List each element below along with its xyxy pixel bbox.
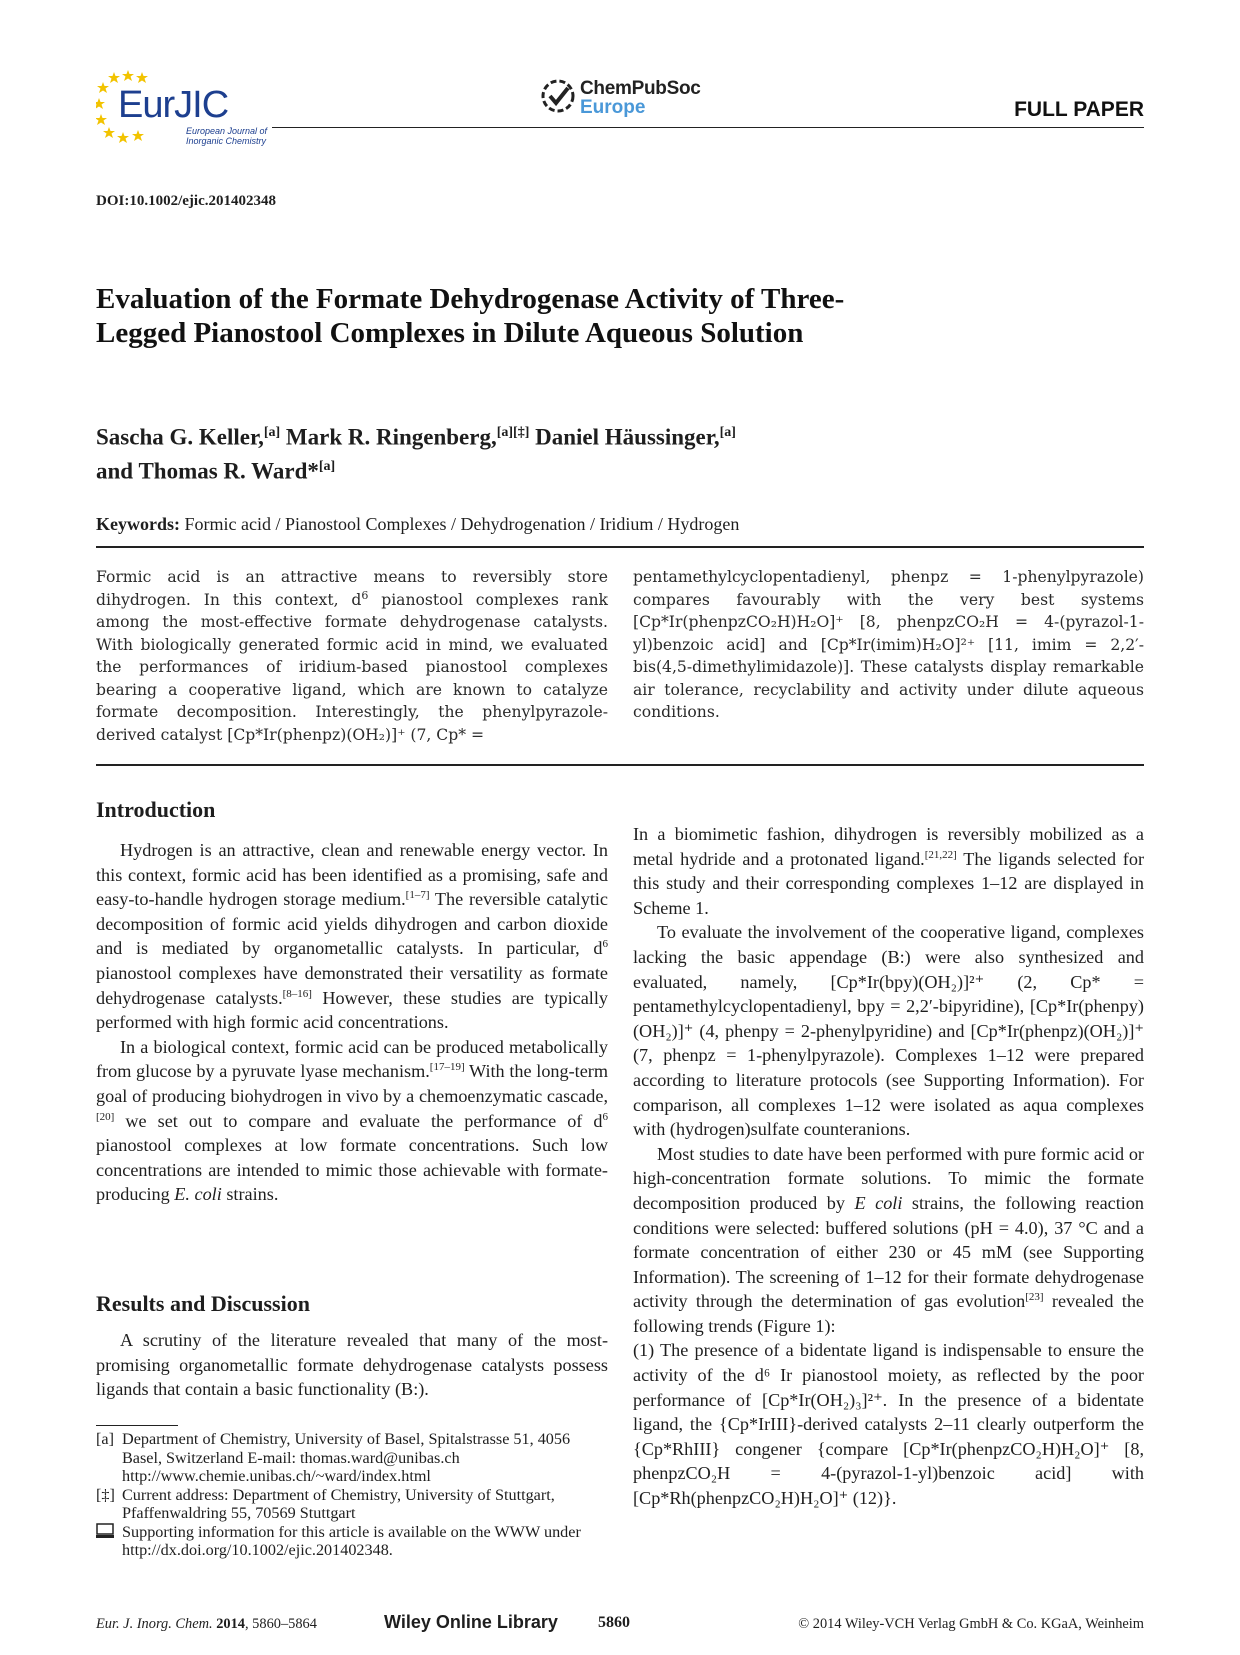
footnote-text: Supporting information for this article is available on the WWW under http://dx.doi.org/10.1002/ejic.201402348. xyxy=(122,1522,581,1559)
footer-year: 2014 xyxy=(216,1616,245,1632)
abstract-top-rule xyxy=(96,546,1144,548)
citation[interactable]: [1–7] xyxy=(405,889,430,902)
abstract-bottom-rule xyxy=(96,764,1144,766)
text: strains. xyxy=(221,1184,279,1205)
text: Hydrogen is an attractive, clean and renewable energy vector. In this context, formic acid has been identified as a promising, safe and easy-to-handle hydrogen storage medium. xyxy=(96,840,608,910)
citation[interactable]: [17–19] xyxy=(429,1061,465,1074)
citation[interactable]: [23] xyxy=(1025,1291,1044,1304)
page-number: 5860 xyxy=(598,1614,630,1631)
text: we set out to compare and evaluate the performance of d xyxy=(114,1110,603,1131)
text: pianostool complexes have demonstrated their versatility as formate dehydrogenase catalysts. xyxy=(96,962,608,1008)
abstract-text: Formic acid is an attractive means to reversibly store dihydrogen. In this context, d xyxy=(96,568,608,609)
affiliation-mark: [a] xyxy=(318,458,336,474)
footnote-rule xyxy=(96,1425,178,1426)
paragraph xyxy=(633,822,1144,920)
abstract-right: pentamethylcyclopentadienyl, phenpz = 1-phenylpyrazole) compares favourably with the very best systems [Cp*Ir(phenpzCO₂H)H₂O]⁺ [8, phenpzCO₂H = 4-(pyrazol-1-yl)benzoic acid] and [Cp*Ir(imim)H₂O]²⁺ [11, imim = 2,2′-bis(4,5-dimethylimidazole)]. These catalysts display remarkable air tolerance, recyclability and activity under dilute aqueous conditions. xyxy=(633,568,1144,721)
footnote xyxy=(96,1486,608,1523)
species-name: E coli xyxy=(854,1192,903,1213)
paragraph xyxy=(633,1142,1144,1339)
affiliation-mark: [a][‡] xyxy=(496,425,530,440)
abstract-superscript: 6 xyxy=(361,588,369,602)
paragraph: (1) The presence of a bidentate ligand is indispensable to ensure the activity of the d⁶ Ir pianostool moiety, as reflected by the poor performance of [Cp*Ir(OH₂)₃]²⁺. In the presence of a bidentate ligand, the {Cp*IrIII}-derived catalysts 2–11 clearly outperform the {Cp*RhIII} congener {compare [Cp*Ir(phenpzCO₂H)H₂O]⁺ [8, phenpzCO₂H = 4-(pyrazol-1-yl)benzoic acid] with [Cp*Rh(phenpzCO₂H)H₂O]⁺ (12)}. xyxy=(633,1340,1144,1509)
journal-logo-subtitle: European Journal of Inorganic Chemistry xyxy=(186,126,268,146)
journal-logo-text: EurJIC xyxy=(118,84,229,126)
publisher-logo-line2: Europe xyxy=(580,97,646,118)
footnote xyxy=(96,1523,608,1560)
introduction-body xyxy=(96,838,608,1207)
computer-icon xyxy=(96,1523,122,1560)
author-list xyxy=(96,418,876,485)
results-body xyxy=(96,1328,608,1402)
text: Most studies to date have been performed with pure formic acid or high-concentration formate solutions. To mimic the formate decomposition produced by xyxy=(633,1143,1144,1213)
text: strains, the following reaction conditions were selected: buffered solutions (pH = 4.0), 37 °C and a formate concentration of either 230 or 45 mM (see Supporting Information). The screening of 1–12 for their formate dehydrogenase activity through the determination of gas evolution xyxy=(633,1192,1145,1312)
results-heading: Results and Discussion xyxy=(96,1291,310,1316)
footnote-text: Current address: Department of Chemistry, University of Stuttgart, Pfaffenwaldring 55, 70569 Stuttgart xyxy=(122,1485,555,1522)
footer-pages: , 5860–5864 xyxy=(244,1616,317,1632)
citation[interactable]: [20] xyxy=(96,1110,115,1123)
paragraph: To evaluate the involvement of the cooperative ligand, complexes lacking the basic appendage (B:) were also synthesized and evaluated, namely, [Cp*Ir(bpy)(OH₂)]²⁺ (2, Cp* = pentamethylcyclopentadienyl, bpy = 2,2′-bipyridine), [Cp*Ir(phenpy)(OH₂)]⁺ (4, phenpy = 2-phenylpyridine) and [Cp*Ir(phenpz)(OH₂)]⁺ (7, phenpz = 1-phenylpyrazole). Complexes 1–12 were prepared according to literature protocols (see Supporting Information). For comparison, all complexes 1–12 were isolated as aqua complexes with (hydrogen)sulfate counteranions. xyxy=(633,922,1144,1140)
author-name: Thomas R. Ward* xyxy=(138,458,319,484)
footer-journal: Eur. J. Inorg. Chem. xyxy=(96,1616,213,1632)
footnote-text: Department of Chemistry, University of Basel, Spitalstrasse 51, 4056 Basel, Switzerland E-mail: thomas.ward@unibas.ch http://www.chemie.unibas.ch/~ward/index.html xyxy=(122,1430,571,1485)
journal-logo xyxy=(96,70,276,150)
text: In a biomimetic fashion, dihydrogen is reversibly mobilized as a metal hydride and a protonated ligand. xyxy=(633,824,1144,869)
abstract-text: pianostool complexes rank among the most-effective formate dehydrogenase catalysts. With biologically generated formic acid in mind, we evaluated the performances of iridium-based pianostool complexes bearing a cooperative ligand, which are known to catalyze formate decomposition. Interestingly, the phenylpyrazole-derived catalyst [Cp*Ir(phenpz)(OH₂)]⁺ (7, Cp* = xyxy=(96,590,608,744)
doi: DOI:10.1002/ejic.201402348 xyxy=(96,193,276,209)
author-conjunction: and xyxy=(96,458,134,484)
right-column-body xyxy=(633,822,1144,1511)
citation[interactable]: [8–16] xyxy=(282,987,312,1000)
text: With the long-term goal of producing biohydrogen in vivo by a chemoenzymatic cascade, xyxy=(96,1061,608,1106)
citation[interactable]: [21,22] xyxy=(924,848,957,861)
chempubsoc-mark-icon xyxy=(538,76,578,116)
text: revealed the following trends (Figure 1): xyxy=(633,1291,1145,1336)
article-title: Evaluation of the Formate Dehydrogenase Activity of Three-Legged Pianostool Complexes in Dilute Aqueous Solution xyxy=(96,283,845,349)
superscript: 6 xyxy=(602,938,608,951)
affiliation-mark: [a] xyxy=(263,425,281,440)
keywords-label: Keywords: xyxy=(96,514,180,534)
superscript: 6 xyxy=(602,1110,608,1123)
paragraph: A scrutiny of the literature revealed that many of the most-promising organometallic formate dehydrogenase catalysts possess ligands that contain a basic functionality (B:). xyxy=(96,1330,608,1400)
footnote xyxy=(96,1430,608,1486)
footer-copyright: © 2014 Wiley-VCH Verlag GmbH & Co. KGaA, Weinheim xyxy=(798,1616,1144,1632)
author-name: Sascha G. Keller, xyxy=(96,424,264,450)
footnote-mark: [a] xyxy=(96,1430,114,1448)
text: However, these studies are typically performed with high formic acid concentrations. xyxy=(96,987,608,1033)
footnote-mark: [‡] xyxy=(96,1485,115,1504)
article-type-label: FULL PAPER xyxy=(1014,98,1144,121)
publisher-logo xyxy=(538,76,718,120)
text: The reversible catalytic decomposition of formic acid yields dihydrogen and carbon dioxide and is mediated by organometallic catalysts. In particular, d xyxy=(96,889,608,959)
abstract-left xyxy=(96,566,608,746)
species-name: E. coli xyxy=(174,1184,222,1205)
text: pianostool complexes at low formate concentrations. Such low concentrations are intended to mimic those achievable with formate-producing xyxy=(96,1135,608,1205)
text: In a biological context, formic acid can be produced metabolically from glucose by a pyruvate lyase mechanism. xyxy=(96,1036,608,1082)
keywords xyxy=(96,514,739,535)
header-divider xyxy=(272,127,1144,128)
paragraph xyxy=(96,1035,608,1207)
footer-citation xyxy=(96,1616,317,1633)
footer-library-link[interactable]: Wiley Online Library xyxy=(384,1612,558,1632)
affiliation-mark: [a] xyxy=(719,425,736,440)
text: The ligands selected for this study and their corresponding complexes 1–12 are displayed in Scheme 1. xyxy=(633,848,1144,918)
author-name: Mark R. Ringenberg, xyxy=(285,424,497,450)
author-name: Daniel Häussinger, xyxy=(535,424,720,450)
paragraph xyxy=(96,838,608,1035)
introduction-heading: Introduction xyxy=(96,797,216,822)
keywords-text: Formic acid / Pianostool Complexes / Dehydrogenation / Iridium / Hydrogen xyxy=(184,514,740,534)
publisher-logo-line1: ChemPubSoc xyxy=(580,78,701,99)
footnotes xyxy=(96,1430,608,1560)
